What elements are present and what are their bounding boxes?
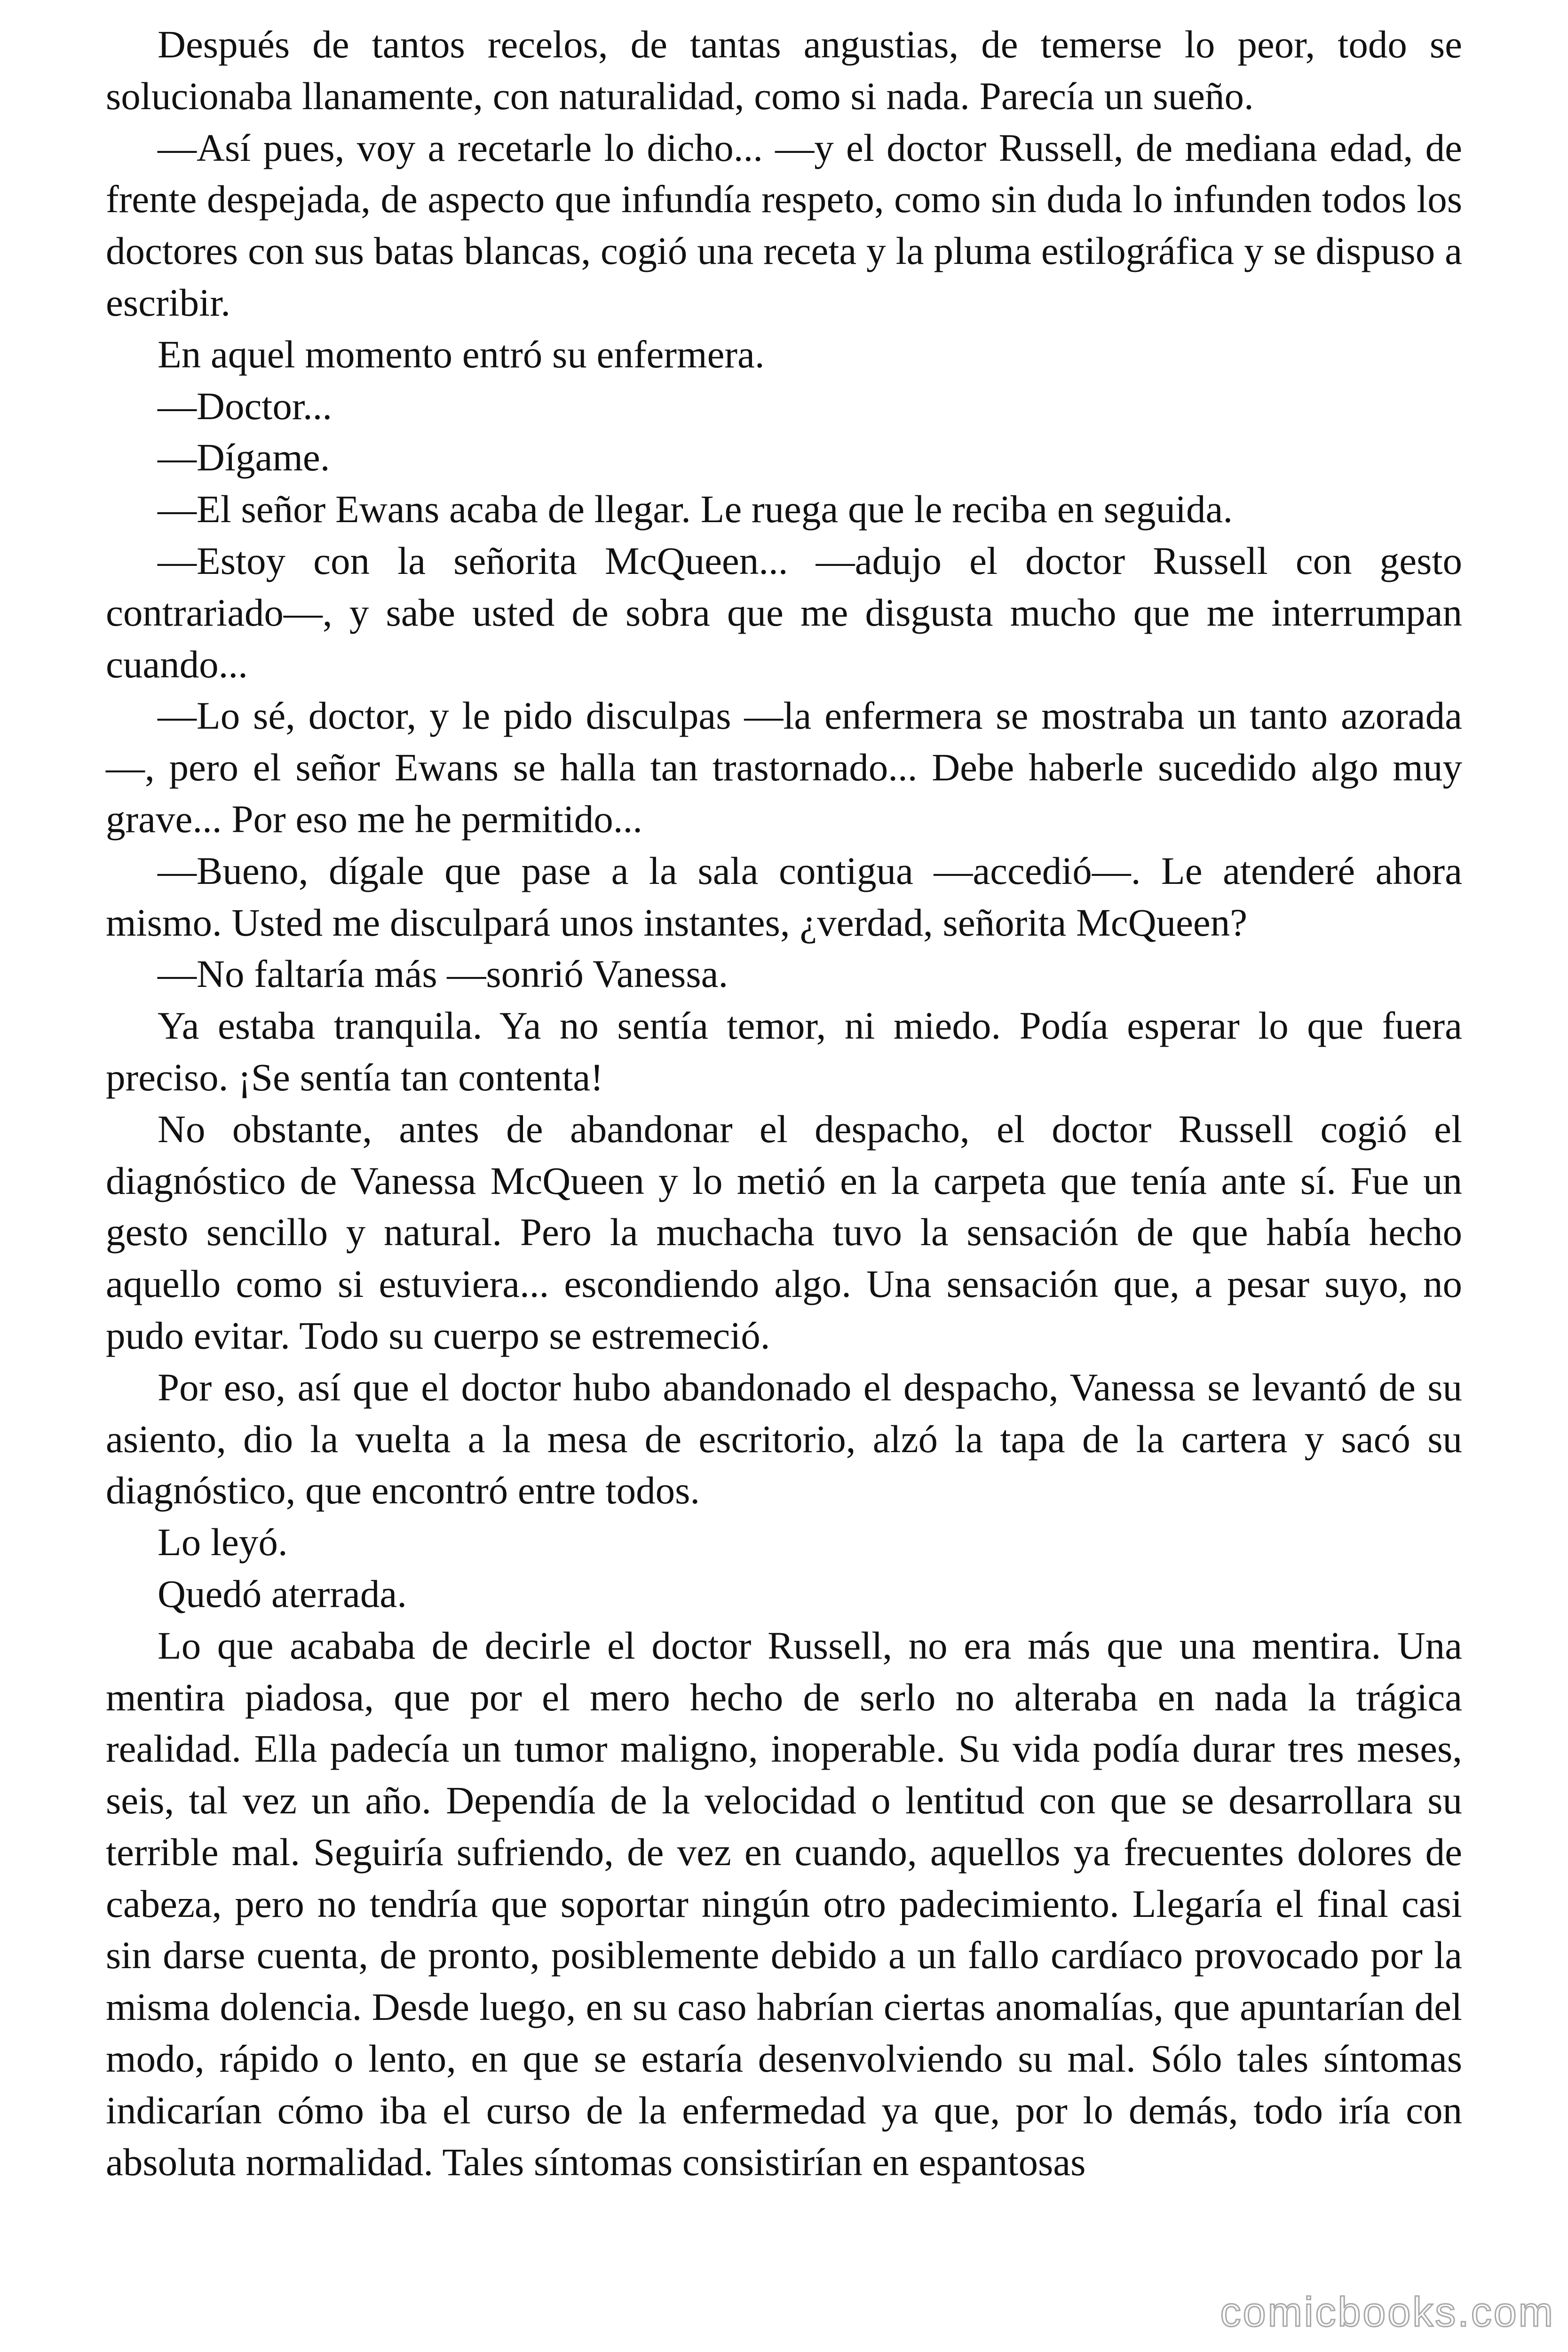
paragraph: Después de tantos recelos, de tantas angustias, de temerse lo peor, todo se solucionaba llanamente, con naturalidad, como si nada. Parecía un sueño. xyxy=(106,23,1462,118)
paragraph: Ya estaba tranquila. Ya no sentía temor, ni miedo. Podía esperar lo que fuera preciso. ¡Se sentía tan contenta! xyxy=(106,1004,1462,1099)
paragraph: —Bueno, dígale que pase a la sala contigua —accedió—. Le atenderé ahora mismo. Usted me disculpará unos instantes, ¿verdad, señorita McQueen? xyxy=(106,849,1462,944)
paragraph: Por eso, así que el doctor hubo abandonado el despacho, Vanessa se levantó de su asiento, dio la vuelta a la mesa de escritorio, alzó la tapa de la cartera y sacó su diagnóstico, que encontró entre todos. xyxy=(106,1365,1462,1512)
paragraph: —Así pues, voy a recetarle lo dicho... —y el doctor Russell, de mediana edad, de frente despejada, de aspecto que infundía respeto, como sin duda lo infunden todos los doctores con sus batas blancas, cogió una receta y la pluma estilográfica y se dispuso a escribir. xyxy=(106,126,1462,324)
paragraph: —El señor Ewans acaba de llegar. Le ruega que le reciba en seguida. xyxy=(158,487,1233,531)
paragraph: Lo leyó. xyxy=(158,1520,288,1564)
paragraph: No obstante, antes de abandonar el despacho, el doctor Russell cogió el diagnóstico de Vanessa McQueen y lo metió en la carpeta que tenía ante sí. Fue un gesto sencillo y natural. Pero la muchacha tuvo la sensación de que había hecho aquello como si estuviera... escondiendo algo. Una sensación que, a pesar suyo, no pudo evitar. Todo su cuerpo se estremeció. xyxy=(106,1107,1462,1357)
body-text xyxy=(106,19,1462,2188)
paragraph: —No faltaría más —sonrió Vanessa. xyxy=(158,952,729,996)
paragraph: En aquel momento entró su enfermera. xyxy=(158,332,765,376)
watermark-logo: comicbooks.com xyxy=(1220,2288,1555,2335)
paragraph: —Estoy con la señorita McQueen... —adujo el doctor Russell con gesto contrariado—, y sabe usted de sobra que me disgusta mucho que me interrumpan cuando... xyxy=(106,539,1462,686)
paragraph: —Dígame. xyxy=(158,436,330,479)
paragraph: Quedó aterrada. xyxy=(158,1572,407,1615)
paragraph: —Lo sé, doctor, y le pido disculpas —la enfermera se mostraba un tanto azorada—, pero el señor Ewans se halla tan trastornado... Debe haberle sucedido algo muy grave... Por eso me he permitido... xyxy=(106,694,1462,841)
paragraph: —Doctor... xyxy=(158,384,333,428)
paragraph: Lo que acababa de decirle el doctor Russell, no era más que una mentira. Una mentira piadosa, que por el mero hecho de serlo no alteraba en nada la trágica realidad. Ella padecía un tumor maligno, inoperable. Su vida podía durar tres meses, seis, tal vez un año. Dependía de la velocidad o lentitud con que se desarrollara su terrible mal. Seguiría sufriendo, de vez en cuando, aquellos ya frecuentes dolores de cabeza, pero no tendría que soportar ningún otro padecimiento. Llegaría el final casi sin darse cuenta, de pronto, posiblemente debido a un fallo cardíaco provocado por la misma dolencia. Desde luego, en su caso habrían ciertas anomalías, que apuntarían del modo, rápido o lento, en que se estaría desenvolviendo su mal. Sólo tales síntomas indicarían cómo iba el curso de la enfermedad ya que, por lo demás, todo iría con absoluta normalidad. Tales síntomas consistirían en espantosas xyxy=(106,1623,1462,2184)
